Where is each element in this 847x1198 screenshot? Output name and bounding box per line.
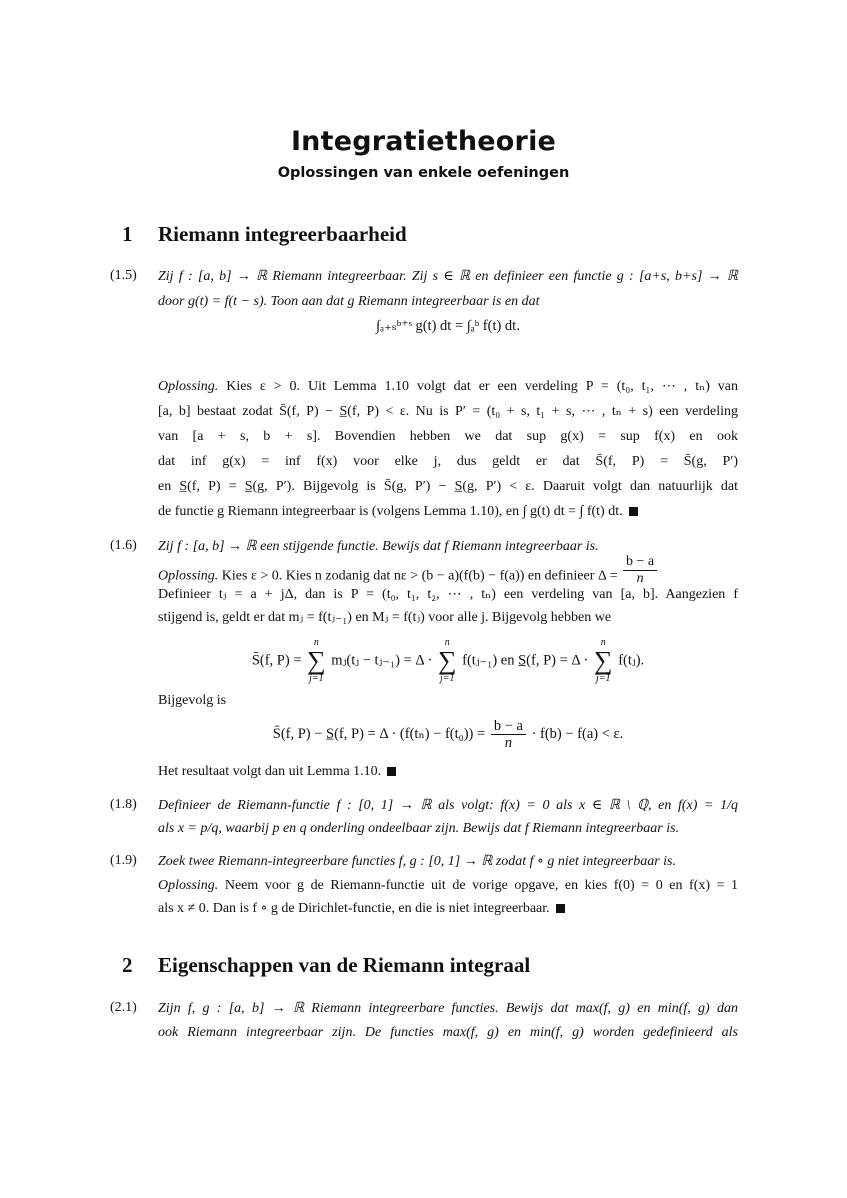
exercise-label-1-5: (1.5) xyxy=(110,268,137,283)
equation-part: · f(b) − f(a) < ε. xyxy=(531,725,624,742)
solution-label: Oplossing. xyxy=(158,878,219,893)
exercise-1-9-statement: Zoek twee Riemann-integreerbare functies f, g : [0, 1] → ℝ zodat f ∘ g niet integreerbaar is. xyxy=(158,854,676,869)
exercise-2-1-line-2: ook Riemann integreerbaar zijn. De functies max(f, g) en min(f, g) worden gedefinieerd als xyxy=(158,1025,738,1040)
exercise-1-5-solution-line-2: [a, b] bestaat zodat S̄(f, P) − S̲(f, P) < ε. Nu is P′ = (t₀ + s, t₁ + s, ⋯ , tₙ + s) een verdeling xyxy=(158,404,738,419)
exercise-label-1-6: (1.6) xyxy=(110,538,137,553)
equation-part: f(tⱼ₋₁) en S̲(f, P) = Δ · xyxy=(462,652,589,669)
section-title: Eigenschappen van de Riemann integraal xyxy=(158,953,531,977)
sum-lower: j=1 xyxy=(309,673,324,684)
exercise-1-6-statement: Zij f : [a, b] → ℝ een stijgende functie. Bewijs dat f Riemann integreerbaar is. xyxy=(158,539,599,554)
section-heading-1 xyxy=(122,222,407,247)
sum-upper: n xyxy=(600,637,606,648)
section-number: 1 xyxy=(122,222,133,246)
equation-part: mⱼ(tⱼ − tⱼ₋₁) = Δ · xyxy=(331,652,433,669)
solution-text: de functie g Riemann integreerbaar is (volgens Lemma 1.10), en ∫ g(t) dt = ∫ f(t) dt. xyxy=(158,504,623,519)
page-title: Integratietheorie xyxy=(290,126,557,157)
summation-symbol: n ∑ j=1 xyxy=(594,637,613,684)
qed-square-icon xyxy=(629,507,638,516)
fraction-numerator: b − a xyxy=(623,554,657,571)
exercise-1-6-conclusion xyxy=(158,763,738,781)
exercise-label-1-8: (1.8) xyxy=(110,797,137,812)
solution-text: Kies ε > 0. Uit Lemma 1.10 volgt dat er een verdeling P = (t₀, t₁, ⋯ , tₙ) van xyxy=(226,379,739,394)
section-number: 2 xyxy=(122,953,133,977)
fraction-denominator: n xyxy=(636,571,644,586)
solution-text: als x ≠ 0. Dan is f ∘ g de Dirichlet-functie, en die is niet integreerbaar. xyxy=(158,901,550,916)
solution-label: Oplossing. xyxy=(158,568,219,584)
sum-upper: n xyxy=(444,637,450,648)
exercise-1-5-solution-line-5: en S̲(f, P) = S̲(g, P′). Bijgevolg is S̄(g, P′) − S̲(g, P′) < ε. Daaruit volgt dan natuurlijk dat xyxy=(158,479,738,494)
exercise-1-5-solution-line-1 xyxy=(158,378,738,396)
exercise-1-5-display-equation xyxy=(158,318,738,335)
exercise-1-6-bijgevolg: Bijgevolg is xyxy=(158,693,227,708)
sum-lower: j=1 xyxy=(439,673,455,684)
exercise-1-8-line-2: als x = p/q, waarbij p en q onderling ondeelbaar zijn. Bewijs dat f Riemann integreerbaar is. xyxy=(158,821,680,836)
exercise-1-5-statement-line-2: door g(t) = f(t − s). Toon aan dat g Riemann integreerbaar is en dat xyxy=(158,294,540,309)
solution-text: Neem voor g de Riemann-functie uit de vorige opgave, en kies f(0) = 0 en f(x) = 1 xyxy=(224,878,739,893)
display-equation-text: ∫ₐ₊ₛᵇ⁺ˢ g(t) dt = ∫ₐᵇ f(t) dt. xyxy=(376,318,520,334)
summation-symbol: n ∑ j=1 xyxy=(437,637,457,684)
summation-symbol: n ∑ j=1 xyxy=(307,637,326,684)
exercise-1-6-solution-line-2: Definieer tⱼ = a + jΔ, dan is P = (t₀, t₁, t₂, ⋯ , tₙ) een verdeling van [a, b]. Aangezien f xyxy=(158,587,738,602)
sum-lower: j=1 xyxy=(596,673,611,684)
equation-part: S̄(f, P) = xyxy=(251,652,302,669)
exercise-1-5-solution-line-6 xyxy=(158,503,738,521)
delta-fraction xyxy=(623,554,657,587)
exercise-label-2-1: (2.1) xyxy=(110,1000,137,1015)
conclusion-text: Het resultaat volgt dan uit Lemma 1.10. xyxy=(158,764,382,779)
equation-part: f(tⱼ). xyxy=(618,652,645,669)
qed-square-icon xyxy=(556,904,565,913)
solution-text: Kies ε > 0. Kies n zodanig dat nε > (b − a)(f(b) − f(a)) en definieer Δ = xyxy=(221,568,618,584)
exercise-1-5-solution-line-3: van [a + s, b + s]. Bovendien hebben we dat sup g(x) = sup f(x) en ook xyxy=(158,429,738,444)
solution-label: Oplossing. xyxy=(158,379,219,394)
page-subtitle: Oplossingen van enkele oefeningen xyxy=(277,165,570,181)
section-title: Riemann integreerbaarheid xyxy=(158,222,407,246)
equation-part: S̄(f, P) − S̲(f, P) = Δ · (f(tₙ) − f(t₀)) = xyxy=(272,725,486,742)
qed-square-icon xyxy=(387,767,396,776)
exercise-1-5-statement-line-1: Zij f : [a, b] → ℝ Riemann integreerbaar. Zij s ∈ ℝ en definieer een functie g : [a+s, b+s] → ℝ xyxy=(158,269,738,284)
exercise-1-6-display-equation-1 xyxy=(158,638,738,684)
exercise-2-1-line-1: Zijn f, g : [a, b] → ℝ Riemann integreerbare functies. Bewijs dat max(f, g) en min(f, g) dan xyxy=(158,1001,738,1016)
exercise-1-9-solution-line-1 xyxy=(158,877,738,895)
fraction-numerator: b − a xyxy=(491,718,526,735)
fraction-denominator: n xyxy=(504,735,512,751)
exercise-1-6-solution-line-3: stijgend is, geldt er dat mⱼ = f(tⱼ₋₁) en Mⱼ = f(tⱼ) voor alle j. Bijgevolg hebben we xyxy=(158,610,612,625)
delta-fraction xyxy=(491,718,526,751)
section-heading-2 xyxy=(122,953,530,978)
exercise-1-5-solution-line-4: dat inf g(x) = inf f(x) voor elke j, dus geldt er dat S̄(f, P) = S̄(g, P′) xyxy=(158,454,738,469)
exercise-label-1-9: (1.9) xyxy=(110,853,137,868)
exercise-1-8-line-1: Definieer de Riemann-functie f : [0, 1] → ℝ als volgt: f(x) = 0 als x ∈ ℝ \ ℚ, en f(x) = 1/q xyxy=(158,798,738,813)
exercise-1-6-display-equation-2 xyxy=(158,718,738,751)
sum-upper: n xyxy=(313,637,319,648)
exercise-1-9-solution-line-2 xyxy=(158,900,738,918)
